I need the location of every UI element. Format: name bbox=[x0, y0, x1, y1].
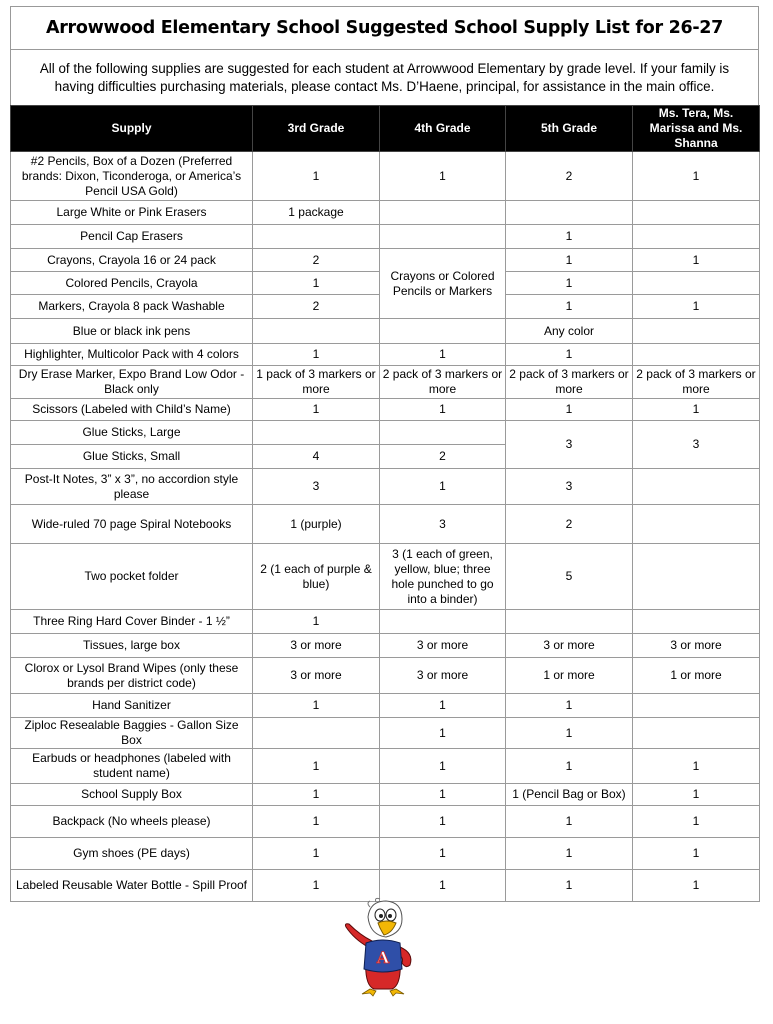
grade4-cell: 1 bbox=[380, 749, 506, 784]
supply-cell: School Supply Box bbox=[11, 784, 253, 806]
supply-cell: Highlighter, Multicolor Pack with 4 colors bbox=[11, 344, 253, 366]
special-cell: 1 bbox=[633, 806, 760, 838]
table-row bbox=[11, 505, 760, 544]
special-cell bbox=[633, 718, 760, 749]
page-title: Arrowwood Elementary School Suggested School Supply List for 26-27 bbox=[45, 18, 724, 38]
supply-cell: Ziploc Resealable Baggies - Gallon Size Box bbox=[11, 718, 253, 749]
grade5-cell: 3 or more bbox=[506, 634, 633, 658]
grade3-cell bbox=[253, 319, 380, 344]
grade5-cell: 3 bbox=[506, 469, 633, 505]
special-cell: 1 bbox=[633, 249, 760, 272]
table-row bbox=[11, 152, 760, 201]
supply-cell: Three Ring Hard Cover Binder - 1 ½” bbox=[11, 610, 253, 634]
special-cell bbox=[633, 469, 760, 505]
grade5-cell: 1 bbox=[506, 272, 633, 295]
grade5-cell: 1 bbox=[506, 870, 633, 902]
supply-cell: Scissors (Labeled with Child’s Name) bbox=[11, 399, 253, 421]
grade3-cell bbox=[253, 421, 380, 445]
grade5-cell: 2 bbox=[506, 152, 633, 201]
grade3-cell: 1 bbox=[253, 784, 380, 806]
grade5-cell: 1 bbox=[506, 749, 633, 784]
grade3-cell: 1 bbox=[253, 806, 380, 838]
header-3rd-grade: 3rd Grade bbox=[253, 106, 380, 152]
table-row bbox=[11, 249, 760, 272]
grade3-cell: 2 (1 each of purple & blue) bbox=[253, 544, 380, 610]
supply-cell: Colored Pencils, Crayola bbox=[11, 272, 253, 295]
table-header-row bbox=[11, 106, 760, 152]
grade3-cell bbox=[253, 225, 380, 249]
special-cell: 1 bbox=[633, 870, 760, 902]
grade4-cell: 1 bbox=[380, 718, 506, 749]
grade3-cell: 1 bbox=[253, 838, 380, 870]
grade3-cell: 3 bbox=[253, 469, 380, 505]
grade4-cell: 1 bbox=[380, 469, 506, 505]
grade5-cell: 5 bbox=[506, 544, 633, 610]
grade4-cell: 1 bbox=[380, 838, 506, 870]
table-row bbox=[11, 610, 760, 634]
table-row bbox=[11, 634, 760, 658]
grade5-cell: 1 bbox=[506, 838, 633, 870]
header-supply: Supply bbox=[11, 106, 253, 152]
special-cell: 2 pack of 3 markers or more bbox=[633, 366, 760, 399]
grade5-merged-cell: 3 bbox=[506, 421, 633, 469]
supply-cell: Crayons, Crayola 16 or 24 pack bbox=[11, 249, 253, 272]
grade4-cell bbox=[380, 421, 506, 445]
supply-cell: Markers, Crayola 8 pack Washable bbox=[11, 295, 253, 319]
table-row bbox=[11, 838, 760, 870]
special-cell bbox=[633, 272, 760, 295]
supply-cell: Large White or Pink Erasers bbox=[11, 201, 253, 225]
grade4-cell bbox=[380, 319, 506, 344]
grade4-cell: 3 (1 each of green, yellow, blue; three hole punched to go into a binder) bbox=[380, 544, 506, 610]
grade4-cell: 1 bbox=[380, 806, 506, 838]
grade5-cell: 1 bbox=[506, 399, 633, 421]
grade3-cell: 4 bbox=[253, 445, 380, 469]
grade4-cell: 1 bbox=[380, 784, 506, 806]
shirt-letter: A bbox=[376, 948, 390, 967]
special-cell: 1 bbox=[633, 152, 760, 201]
table-row bbox=[11, 201, 760, 225]
table-row bbox=[11, 399, 760, 421]
eagle-mascot-image bbox=[340, 897, 432, 997]
supply-cell: Post-It Notes, 3” x 3”, no accordion style please bbox=[11, 469, 253, 505]
supply-cell: Pencil Cap Erasers bbox=[11, 225, 253, 249]
grade4-cell: 3 or more bbox=[380, 634, 506, 658]
special-cell: 1 or more bbox=[633, 658, 760, 694]
special-cell bbox=[633, 694, 760, 718]
special-cell bbox=[633, 610, 760, 634]
special-cell bbox=[633, 225, 760, 249]
supply-cell: Glue Sticks, Small bbox=[11, 445, 253, 469]
grade5-cell bbox=[506, 201, 633, 225]
table-row bbox=[11, 421, 760, 445]
grade3-cell: 1 bbox=[253, 694, 380, 718]
grade3-cell: 3 or more bbox=[253, 634, 380, 658]
grade3-cell: 1 bbox=[253, 399, 380, 421]
special-merged-cell: 3 bbox=[633, 421, 760, 469]
table-row bbox=[11, 658, 760, 694]
table-row bbox=[11, 694, 760, 718]
supply-table bbox=[10, 105, 760, 902]
special-cell bbox=[633, 319, 760, 344]
grade4-cell: 3 or more bbox=[380, 658, 506, 694]
grade5-cell: 1 bbox=[506, 718, 633, 749]
grade5-cell: 2 bbox=[506, 505, 633, 544]
table-row bbox=[11, 366, 760, 399]
grade3-cell: 1 bbox=[253, 152, 380, 201]
table-row bbox=[11, 319, 760, 344]
table-row bbox=[11, 344, 760, 366]
supply-cell: #2 Pencils, Box of a Dozen (Preferred brands: Dixon, Ticonderoga, or America’s Pencil USA Gold) bbox=[11, 152, 253, 201]
grade3-cell: 1 pack of 3 markers or more bbox=[253, 366, 380, 399]
table-row bbox=[11, 806, 760, 838]
grade4-merged-cell: Crayons or Colored Pencils or Markers bbox=[380, 249, 506, 319]
grade4-cell: 2 bbox=[380, 445, 506, 469]
title-box bbox=[10, 6, 759, 49]
grade5-cell: Any color bbox=[506, 319, 633, 344]
special-cell bbox=[633, 505, 760, 544]
special-cell: 1 bbox=[633, 295, 760, 319]
grade4-cell: 2 pack of 3 markers or more bbox=[380, 366, 506, 399]
supply-list-document bbox=[10, 6, 759, 902]
grade3-cell: 1 bbox=[253, 272, 380, 295]
supply-cell: Backpack (No wheels please) bbox=[11, 806, 253, 838]
grade4-cell: 3 bbox=[380, 505, 506, 544]
table-row bbox=[11, 544, 760, 610]
grade3-cell: 1 (purple) bbox=[253, 505, 380, 544]
grade3-cell: 1 package bbox=[253, 201, 380, 225]
table-row bbox=[11, 784, 760, 806]
table-row bbox=[11, 718, 760, 749]
grade5-cell: 1 bbox=[506, 694, 633, 718]
grade5-cell: 1 bbox=[506, 295, 633, 319]
special-cell: 1 bbox=[633, 838, 760, 870]
table-row bbox=[11, 225, 760, 249]
intro-paragraph: All of the following supplies are suggested for each student at Arrowwood Elementary by grade level. If your family is having difficulties purchasing materials, please contact Ms. D’Haene, principal, for assistance in the main office. bbox=[39, 60, 730, 94]
supply-cell: Earbuds or headphones (labeled with student name) bbox=[11, 749, 253, 784]
supply-cell: Gym shoes (PE days) bbox=[11, 838, 253, 870]
grade3-cell: 1 bbox=[253, 870, 380, 902]
supply-cell: Wide-ruled 70 page Spiral Notebooks bbox=[11, 505, 253, 544]
grade4-cell: 1 bbox=[380, 344, 506, 366]
header-4th-grade: 4th Grade bbox=[380, 106, 506, 152]
supply-cell: Labeled Reusable Water Bottle - Spill Proof bbox=[11, 870, 253, 902]
special-cell: 1 bbox=[633, 749, 760, 784]
eagle-mascot-icon bbox=[340, 897, 432, 997]
supply-cell: Clorox or Lysol Brand Wipes (only these brands per district code) bbox=[11, 658, 253, 694]
grade4-cell bbox=[380, 225, 506, 249]
grade5-cell: 1 or more bbox=[506, 658, 633, 694]
grade4-cell: 1 bbox=[380, 399, 506, 421]
grade5-cell: 1 bbox=[506, 249, 633, 272]
header-special-teachers: Ms. Tera, Ms. Marissa and Ms. Shanna bbox=[633, 106, 760, 152]
grade5-cell: 1 bbox=[506, 806, 633, 838]
special-cell bbox=[633, 544, 760, 610]
grade5-cell: 1 bbox=[506, 344, 633, 366]
grade3-cell: 1 bbox=[253, 344, 380, 366]
intro-box bbox=[10, 49, 759, 105]
grade4-cell bbox=[380, 201, 506, 225]
header-5th-grade: 5th Grade bbox=[506, 106, 633, 152]
supply-cell: Blue or black ink pens bbox=[11, 319, 253, 344]
special-cell bbox=[633, 201, 760, 225]
supply-cell: Hand Sanitizer bbox=[11, 694, 253, 718]
special-cell: 1 bbox=[633, 399, 760, 421]
special-cell: 3 or more bbox=[633, 634, 760, 658]
grade5-cell bbox=[506, 610, 633, 634]
grade3-cell: 2 bbox=[253, 295, 380, 319]
special-cell: 1 bbox=[633, 784, 760, 806]
special-cell bbox=[633, 344, 760, 366]
grade5-cell: 1 (Pencil Bag or Box) bbox=[506, 784, 633, 806]
grade3-cell bbox=[253, 718, 380, 749]
supply-cell: Tissues, large box bbox=[11, 634, 253, 658]
supply-cell: Dry Erase Marker, Expo Brand Low Odor - Black only bbox=[11, 366, 253, 399]
grade5-cell: 1 bbox=[506, 225, 633, 249]
grade4-cell: 1 bbox=[380, 694, 506, 718]
grade4-cell: 1 bbox=[380, 870, 506, 902]
grade4-cell bbox=[380, 610, 506, 634]
supply-cell: Two pocket folder bbox=[11, 544, 253, 610]
grade4-cell: 1 bbox=[380, 152, 506, 201]
grade5-cell: 2 pack of 3 markers or more bbox=[506, 366, 633, 399]
grade3-cell: 3 or more bbox=[253, 658, 380, 694]
table-row bbox=[11, 469, 760, 505]
grade3-cell: 1 bbox=[253, 749, 380, 784]
table-row bbox=[11, 749, 760, 784]
grade3-cell: 1 bbox=[253, 610, 380, 634]
grade3-cell: 2 bbox=[253, 249, 380, 272]
supply-cell: Glue Sticks, Large bbox=[11, 421, 253, 445]
